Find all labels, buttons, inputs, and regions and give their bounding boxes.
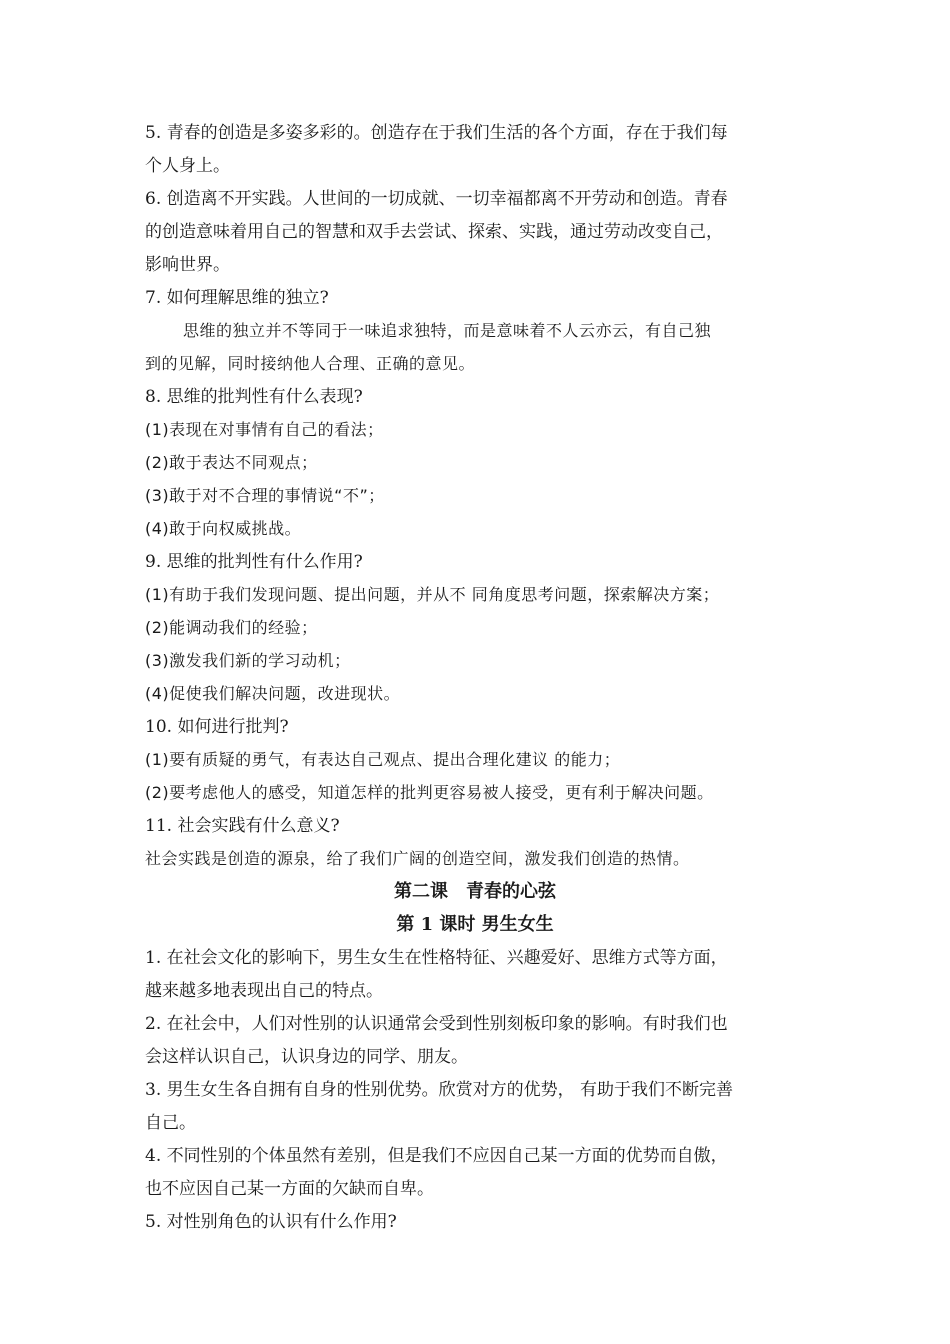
text-line: 也不应因自己某一方面的欠缺而自卑。 [145, 1179, 434, 1199]
lesson-title: 第二课 青春的心弦 [394, 881, 556, 902]
answer-line: 社会实践是创造的源泉，给了我们广阔的创造空间，激发我们创造的热情。 [145, 849, 690, 868]
text-line: 越来越多地表现出自己的特点。 [145, 981, 383, 1001]
text-line: 5. 青春的创造是多姿多彩的。创造存在于我们生活的各个方面，存在于我们每 [145, 123, 728, 143]
list-item: (1)有助于我们发现问题、提出问题，并从不 同角度思考问题，探索解决方案； [145, 585, 720, 604]
text-line: 1. 在社会文化的影响下，男生女生在性格特征、兴趣爱好、思维方式等方面， [145, 948, 728, 968]
list-item: (1)表现在对事情有自己的看法； [145, 420, 384, 439]
text-line: 3. 男生女生各自拥有自身的性别优势。欣赏对方的优势， 有助于我们不断完善 [145, 1080, 734, 1100]
text-line: 自己。 [145, 1113, 196, 1133]
list-item: (3)敢于对不合理的事情说“不”； [145, 486, 385, 505]
text-line: 2. 在社会中，人们对性别的认识通常会受到性别刻板印象的影响。有时我们也 [145, 1014, 728, 1034]
text-line: 个人身上。 [145, 156, 230, 176]
list-item: (1)要有质疑的勇气，有表达自己观点、提出合理化建议 的能力； [145, 750, 621, 769]
question-heading: 10. 如何进行批判? [145, 717, 289, 737]
text-line: 的创造意味着用自己的智慧和双手去尝试、探索、实践，通过劳动改变自己， [145, 222, 723, 242]
lesson-subtitle: 第 1 课时 男生女生 [396, 914, 554, 935]
list-item: (2)要考虑他人的感受，知道怎样的批判更容易被人接受，更有利于解决问题。 [145, 783, 714, 802]
question-heading: 8. 思维的批判性有什么表现? [145, 387, 363, 407]
list-item: (4)促使我们解决问题，改进现状。 [145, 684, 401, 703]
answer-line: 到的见解，同时接纳他人合理、正确的意见。 [145, 354, 476, 373]
question-heading: 7. 如何理解思维的独立? [145, 288, 329, 308]
text-line: 影响世界。 [145, 255, 230, 275]
text-line: 会这样认识自己，认识身边的同学、朋友。 [145, 1047, 468, 1067]
list-item: (2)能调动我们的经验； [145, 618, 318, 637]
question-heading: 5. 对性别角色的认识有什么作用? [145, 1212, 397, 1232]
question-heading: 11. 社会实践有什么意义? [145, 816, 340, 836]
list-item: (3)激发我们新的学习动机； [145, 651, 351, 670]
text-line: 4. 不同性别的个体虽然有差别，但是我们不应因自己某一方面的优势而自傲， [145, 1146, 728, 1166]
list-item: (2)敢于表达不同观点； [145, 453, 318, 472]
text-line: 6. 创造离不开实践。人世间的一切成就、一切幸福都离不开劳动和创造。青春 [145, 189, 728, 209]
answer-line: 思维的独立并不等同于一味追求独特，而是意味着不人云亦云，有自己独 [183, 321, 712, 340]
question-heading: 9. 思维的批判性有什么作用? [145, 552, 363, 572]
list-item: (4)敢于向权威挑战。 [145, 519, 302, 538]
